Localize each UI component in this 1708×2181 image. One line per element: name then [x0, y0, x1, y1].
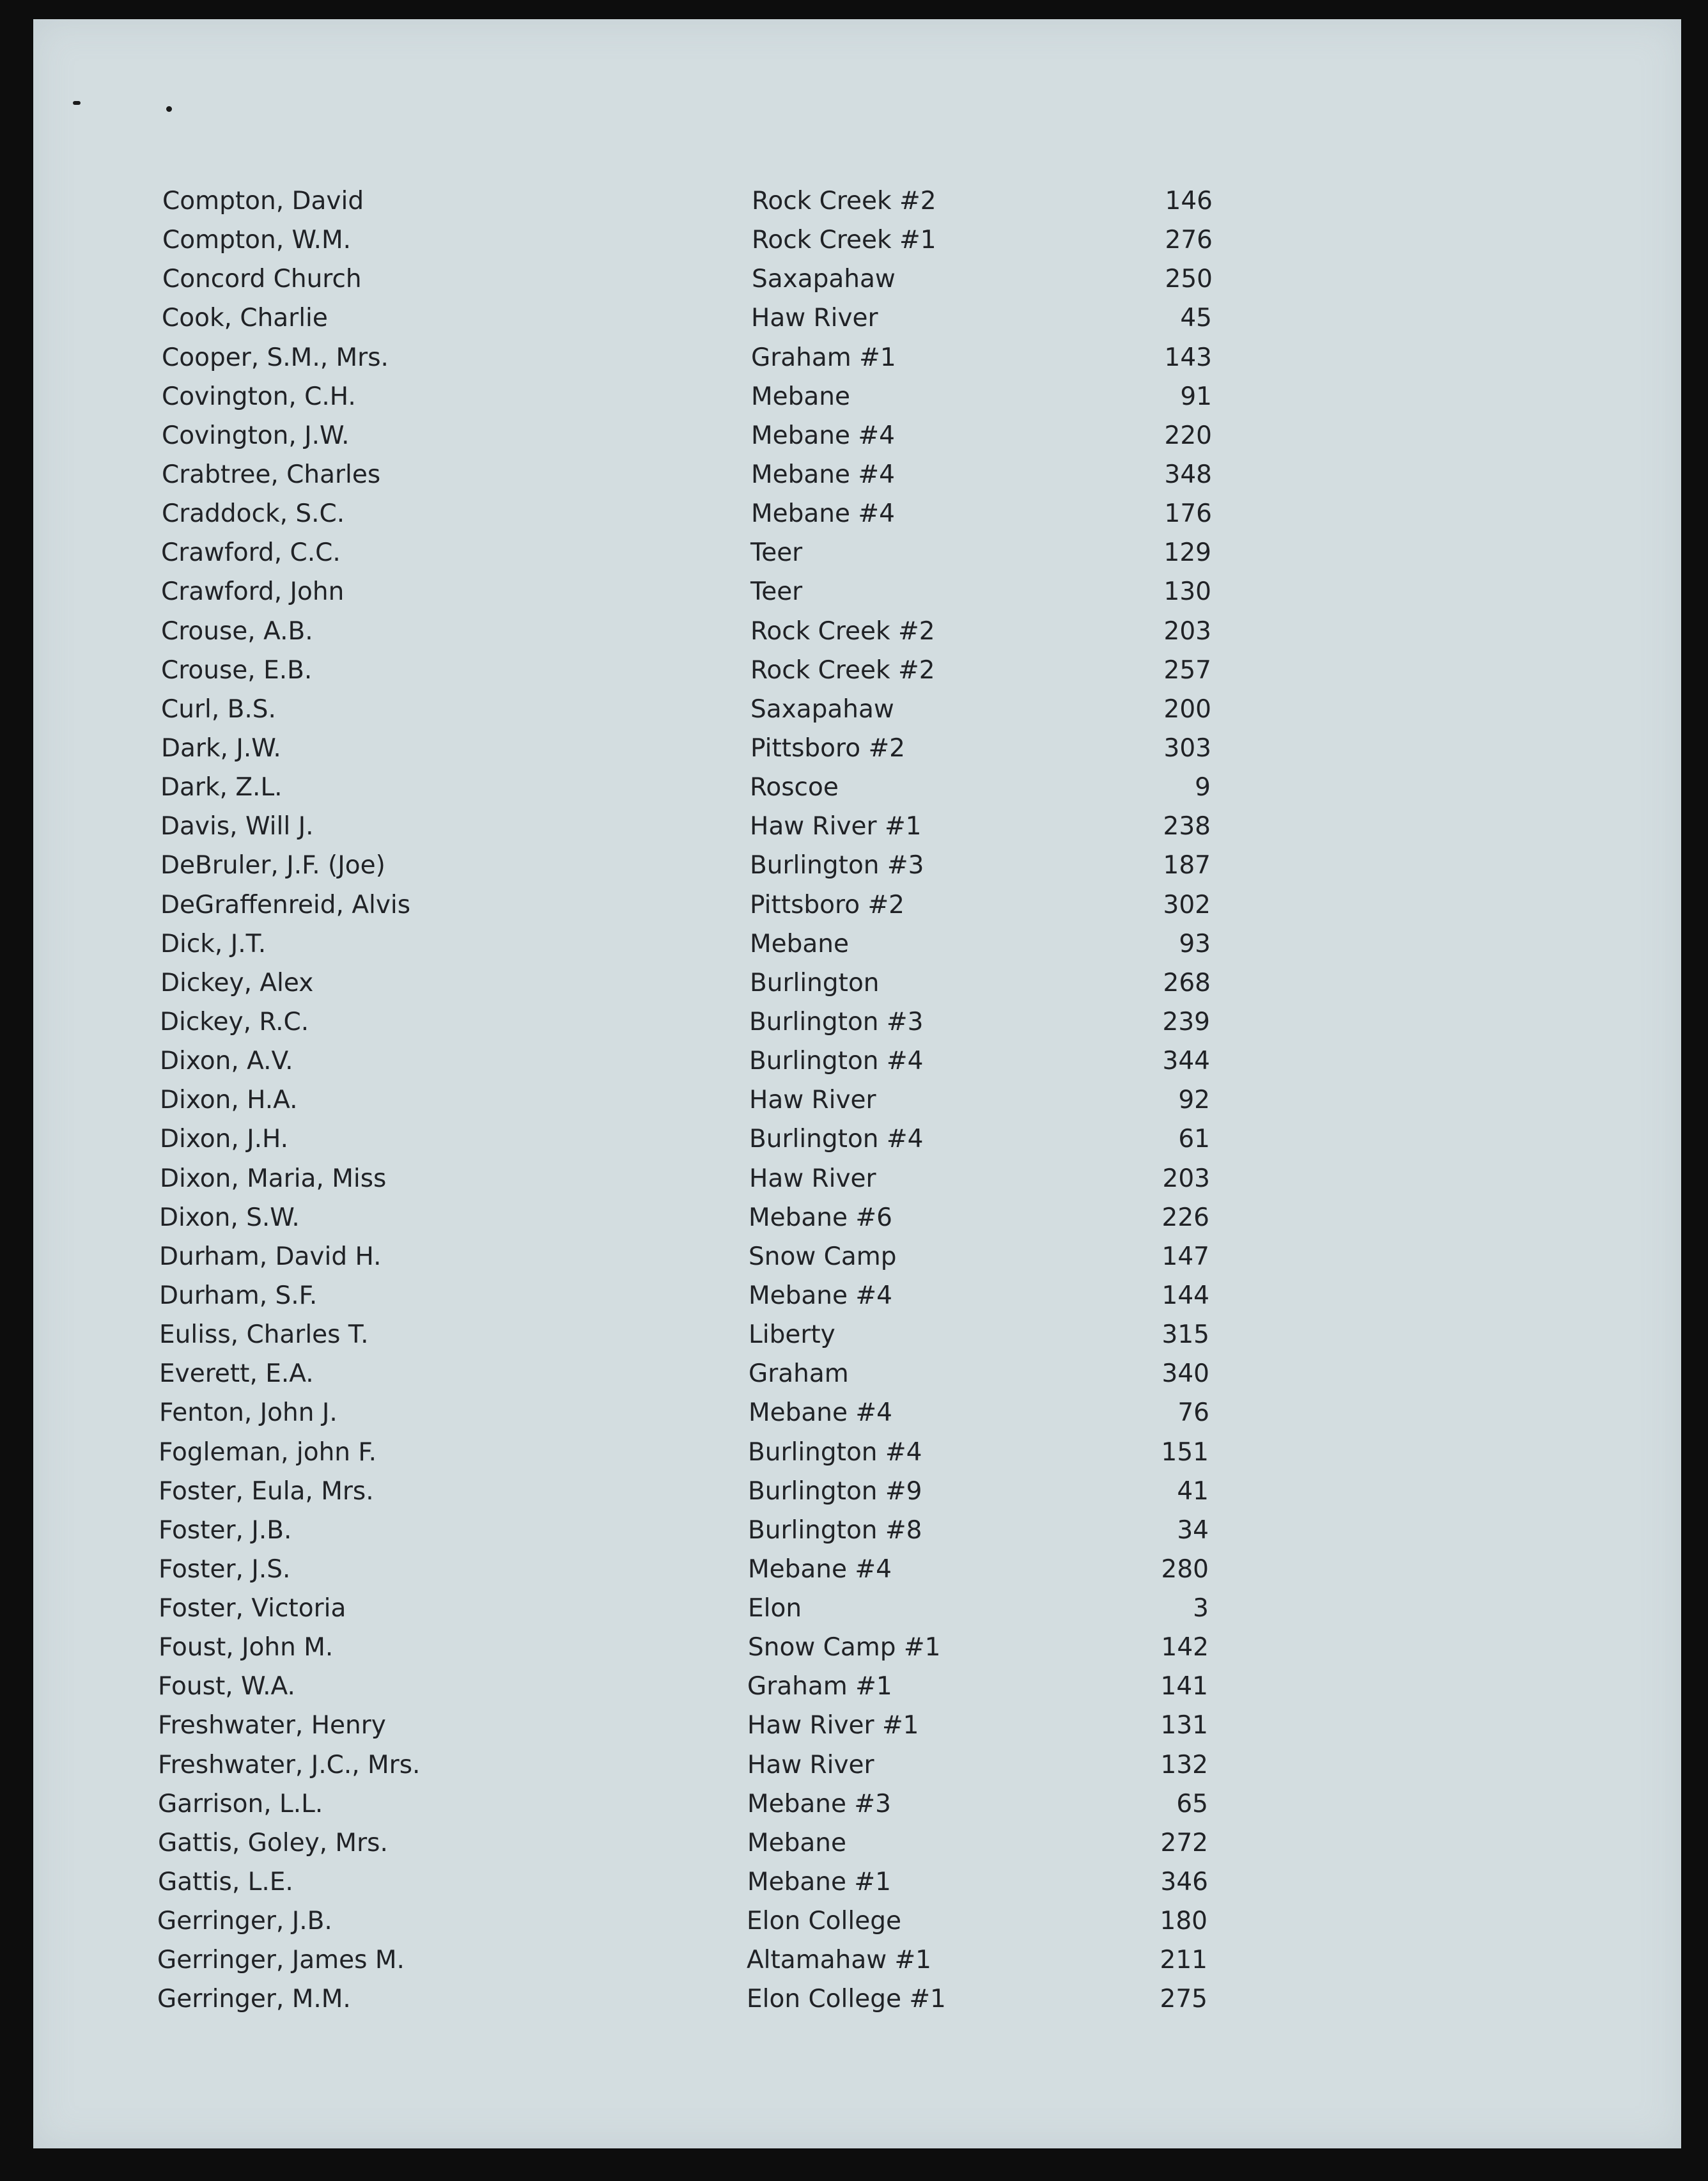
list-item [33, 221, 1681, 260]
entry-place: Teer [750, 577, 803, 607]
entry-name: Dick, J.T. [160, 929, 267, 958]
list-item [31, 1120, 1679, 1159]
entry-name: Foust, W.A. [158, 1672, 295, 1701]
entry-number: 146 [1165, 187, 1213, 215]
entry-name: Fenton, John J. [159, 1398, 338, 1428]
entry-place: Rock Creek #2 [752, 187, 936, 215]
entry-name: Foust, John M. [159, 1633, 334, 1662]
entry-number: 76 [1177, 1398, 1209, 1428]
entry-name: Davis, Will J. [160, 812, 314, 841]
list-item [31, 925, 1679, 964]
list-item [33, 299, 1681, 338]
entry-name: Foster, J.S. [159, 1554, 291, 1584]
entry-number: 268 [1163, 968, 1211, 997]
entry-place: Roscoe [750, 773, 839, 802]
list-item [29, 1589, 1677, 1628]
entry-name: Covington, C.H. [162, 382, 356, 411]
entry-name: DeBruler, J.F. (Joe) [160, 851, 385, 880]
entry-name: Curl, B.S. [161, 694, 276, 724]
entry-name: Gattis, Goley, Mrs. [158, 1828, 388, 1857]
entry-place: Mebane [747, 1828, 847, 1857]
list-item [29, 1863, 1677, 1902]
list-item [30, 1276, 1678, 1315]
entry-number: 144 [1161, 1281, 1209, 1310]
list-item [28, 1941, 1676, 1980]
entry-name: Foster, Eula, Mrs. [159, 1476, 374, 1506]
entry-number: 141 [1160, 1672, 1208, 1701]
entry-name: Foster, J.B. [159, 1515, 292, 1545]
entry-number: 239 [1162, 1007, 1210, 1036]
list-item [30, 1237, 1678, 1276]
entry-number: 176 [1164, 499, 1212, 529]
entry-place: Burlington #4 [749, 1047, 924, 1076]
entry-name: DeGraffenreid, Alvis [160, 890, 411, 919]
entry-place: Altamahaw #1 [747, 1946, 931, 1975]
entry-place: Mebane #3 [747, 1789, 891, 1818]
entry-number: 142 [1161, 1633, 1209, 1662]
entry-place: Burlington #4 [748, 1437, 922, 1467]
entry-number: 344 [1162, 1047, 1210, 1076]
entry-number: 180 [1160, 1907, 1207, 1936]
list-item [29, 1785, 1677, 1824]
entry-place: Elon [748, 1594, 802, 1623]
entry-number: 238 [1163, 812, 1211, 841]
entry-name: Freshwater, J.C., Mrs. [158, 1750, 421, 1779]
entry-number: 131 [1160, 1711, 1208, 1740]
entry-number: 340 [1161, 1359, 1209, 1389]
list-item [28, 1980, 1676, 2019]
entry-place: Mebane #4 [749, 1398, 892, 1428]
entry-name: Crabtree, Charles [162, 460, 381, 489]
entry-place: Teer [750, 538, 803, 568]
entry-place: Rock Creek #2 [750, 655, 935, 685]
list-item [31, 964, 1679, 1003]
entry-number: 187 [1163, 851, 1211, 880]
entry-list [33, 182, 1681, 2019]
entry-place: Mebane #4 [751, 499, 895, 529]
list-item [31, 1081, 1679, 1120]
list-item [30, 1393, 1678, 1432]
entry-name: Dickey, R.C. [160, 1007, 309, 1036]
entry-name: Cooper, S.M., Mrs. [162, 343, 389, 372]
entry-number: 280 [1161, 1554, 1209, 1584]
entry-name: Crawford, C.C. [161, 538, 341, 568]
entry-number: 41 [1177, 1476, 1209, 1506]
entry-place: Burlington #8 [748, 1515, 922, 1545]
entry-name: Fogleman, john F. [159, 1437, 377, 1467]
entry-number: 93 [1179, 929, 1211, 958]
entry-name: Foster, Victoria [159, 1594, 346, 1623]
list-item [32, 612, 1680, 651]
entry-number: 34 [1177, 1515, 1209, 1545]
entry-number: 272 [1160, 1828, 1208, 1857]
list-item [30, 1354, 1678, 1393]
entry-place: Haw River [747, 1750, 874, 1779]
entry-name: Crawford, John [161, 577, 345, 607]
entry-name: Dixon, Maria, Miss [160, 1164, 387, 1193]
entry-name: Durham, David H. [159, 1242, 382, 1271]
entry-place: Mebane #4 [751, 421, 895, 450]
list-item [29, 1667, 1677, 1706]
list-item [29, 1706, 1677, 1745]
list-item [28, 1902, 1676, 1941]
entry-place: Rock Creek #1 [752, 226, 936, 255]
entry-number: 92 [1178, 1086, 1210, 1115]
entry-name: Cook, Charlie [162, 304, 328, 333]
entry-name: Compton, David [162, 187, 364, 215]
entry-number: 348 [1164, 460, 1212, 489]
entry-name: Dark, J.W. [161, 733, 281, 763]
entry-name: Dixon, H.A. [160, 1086, 298, 1115]
entry-place: Graham [749, 1359, 849, 1389]
document-page [33, 19, 1681, 2148]
list-item [31, 807, 1679, 846]
entry-name: Dixon, A.V. [160, 1047, 293, 1076]
entry-number: 65 [1176, 1789, 1208, 1818]
entry-number: 220 [1164, 421, 1212, 450]
entry-number: 203 [1163, 616, 1211, 646]
entry-number: 143 [1164, 343, 1212, 372]
entry-place: Pittsboro #2 [750, 733, 905, 763]
entry-number: 3 [1193, 1594, 1209, 1623]
list-item [30, 1315, 1678, 1354]
entry-number: 346 [1160, 1868, 1208, 1897]
entry-place: Elon College #1 [747, 1985, 946, 2014]
entry-number: 302 [1163, 890, 1211, 919]
entry-name: Compton, W.M. [162, 226, 352, 255]
entry-place: Haw River [751, 304, 878, 333]
entry-place: Haw River [749, 1086, 876, 1115]
list-item [33, 416, 1681, 455]
entry-place: Saxapahaw [752, 265, 896, 294]
entry-number: 129 [1163, 538, 1211, 568]
list-item [32, 729, 1680, 768]
list-item [31, 1003, 1679, 1042]
entry-number: 226 [1161, 1203, 1209, 1232]
entry-number: 91 [1180, 382, 1212, 411]
entry-place: Mebane #4 [748, 1554, 892, 1584]
list-item [29, 1472, 1677, 1511]
list-item [33, 494, 1681, 533]
entry-place: Burlington #3 [749, 1007, 924, 1036]
entry-place: Saxapahaw [750, 694, 894, 724]
list-item [31, 886, 1679, 925]
entry-number: 257 [1163, 655, 1211, 685]
entry-place: Snow Camp [749, 1242, 897, 1271]
list-item [33, 260, 1681, 299]
entry-place: Mebane [751, 382, 851, 411]
entry-name: Dixon, S.W. [159, 1203, 300, 1232]
list-item [29, 1511, 1677, 1550]
stray-mark [166, 106, 172, 112]
entry-number: 276 [1165, 226, 1213, 255]
entry-place: Burlington [750, 968, 880, 997]
entry-number: 45 [1180, 304, 1212, 333]
entry-number: 130 [1163, 577, 1211, 607]
entry-place: Haw River #1 [747, 1711, 919, 1740]
entry-place: Burlington #4 [749, 1125, 924, 1154]
list-item [32, 690, 1680, 729]
entry-place: Snow Camp #1 [748, 1633, 941, 1662]
list-item [32, 533, 1680, 572]
entry-name: Craddock, S.C. [162, 499, 345, 529]
list-item [29, 1824, 1677, 1863]
entry-number: 250 [1165, 265, 1213, 294]
entry-name: Dark, Z.L. [160, 773, 283, 802]
entry-number: 303 [1163, 733, 1211, 763]
entry-number: 147 [1161, 1242, 1209, 1271]
list-item [33, 377, 1681, 416]
list-item [29, 1550, 1677, 1589]
list-item [31, 1042, 1679, 1081]
entry-place: Pittsboro #2 [750, 890, 904, 919]
entry-place: Elon College [747, 1907, 901, 1936]
stray-mark [73, 101, 81, 105]
entry-name: Garrison, L.L. [158, 1789, 323, 1818]
entry-name: Gattis, L.E. [158, 1868, 293, 1897]
list-item [31, 1159, 1679, 1198]
entry-name: Durham, S.F. [159, 1281, 318, 1310]
entry-place: Burlington #3 [750, 851, 924, 880]
entry-place: Haw River #1 [750, 812, 922, 841]
entry-place: Graham #1 [747, 1672, 892, 1701]
entry-name: Gerringer, James M. [157, 1946, 405, 1975]
entry-number: 61 [1178, 1125, 1210, 1154]
entry-place: Mebane #1 [747, 1868, 891, 1897]
entry-name: Crouse, E.B. [161, 655, 313, 685]
entry-number: 9 [1195, 773, 1211, 802]
entry-name: Gerringer, M.M. [157, 1985, 351, 2014]
entry-number: 275 [1160, 1985, 1207, 2014]
list-item [33, 182, 1681, 221]
entry-place: Mebane [750, 929, 850, 958]
entry-name: Crouse, A.B. [161, 616, 313, 646]
list-item [33, 455, 1681, 494]
entry-name: Euliss, Charles T. [159, 1320, 369, 1350]
entry-place: Haw River [749, 1164, 876, 1193]
entry-place: Burlington #9 [748, 1476, 922, 1506]
entry-number: 211 [1160, 1946, 1207, 1975]
list-item [32, 651, 1680, 690]
entry-number: 132 [1160, 1750, 1208, 1779]
entry-number: 200 [1163, 694, 1211, 724]
list-item [31, 846, 1679, 885]
list-item [29, 1628, 1677, 1667]
list-item [30, 1198, 1678, 1237]
entry-name: Dixon, J.H. [160, 1125, 289, 1154]
entry-number: 315 [1161, 1320, 1209, 1350]
entry-name: Gerringer, J.B. [157, 1907, 332, 1936]
entry-name: Freshwater, Henry [158, 1711, 386, 1740]
list-item [29, 1746, 1677, 1785]
entry-place: Rock Creek #2 [750, 616, 935, 646]
entry-name: Concord Church [162, 265, 362, 294]
entry-place: Mebane #4 [749, 1281, 892, 1310]
entry-place: Mebane #6 [749, 1203, 892, 1232]
entry-name: Covington, J.W. [162, 421, 350, 450]
list-item [29, 1433, 1677, 1472]
entry-number: 151 [1161, 1437, 1209, 1467]
entry-number: 203 [1162, 1164, 1210, 1193]
entry-place: Mebane #4 [751, 460, 895, 489]
entry-name: Everett, E.A. [159, 1359, 314, 1389]
entry-name: Dickey, Alex [160, 968, 314, 997]
entry-place: Liberty [749, 1320, 835, 1350]
list-item [33, 338, 1681, 377]
list-item [31, 768, 1679, 807]
entry-place: Graham #1 [751, 343, 896, 372]
list-item [32, 572, 1680, 611]
